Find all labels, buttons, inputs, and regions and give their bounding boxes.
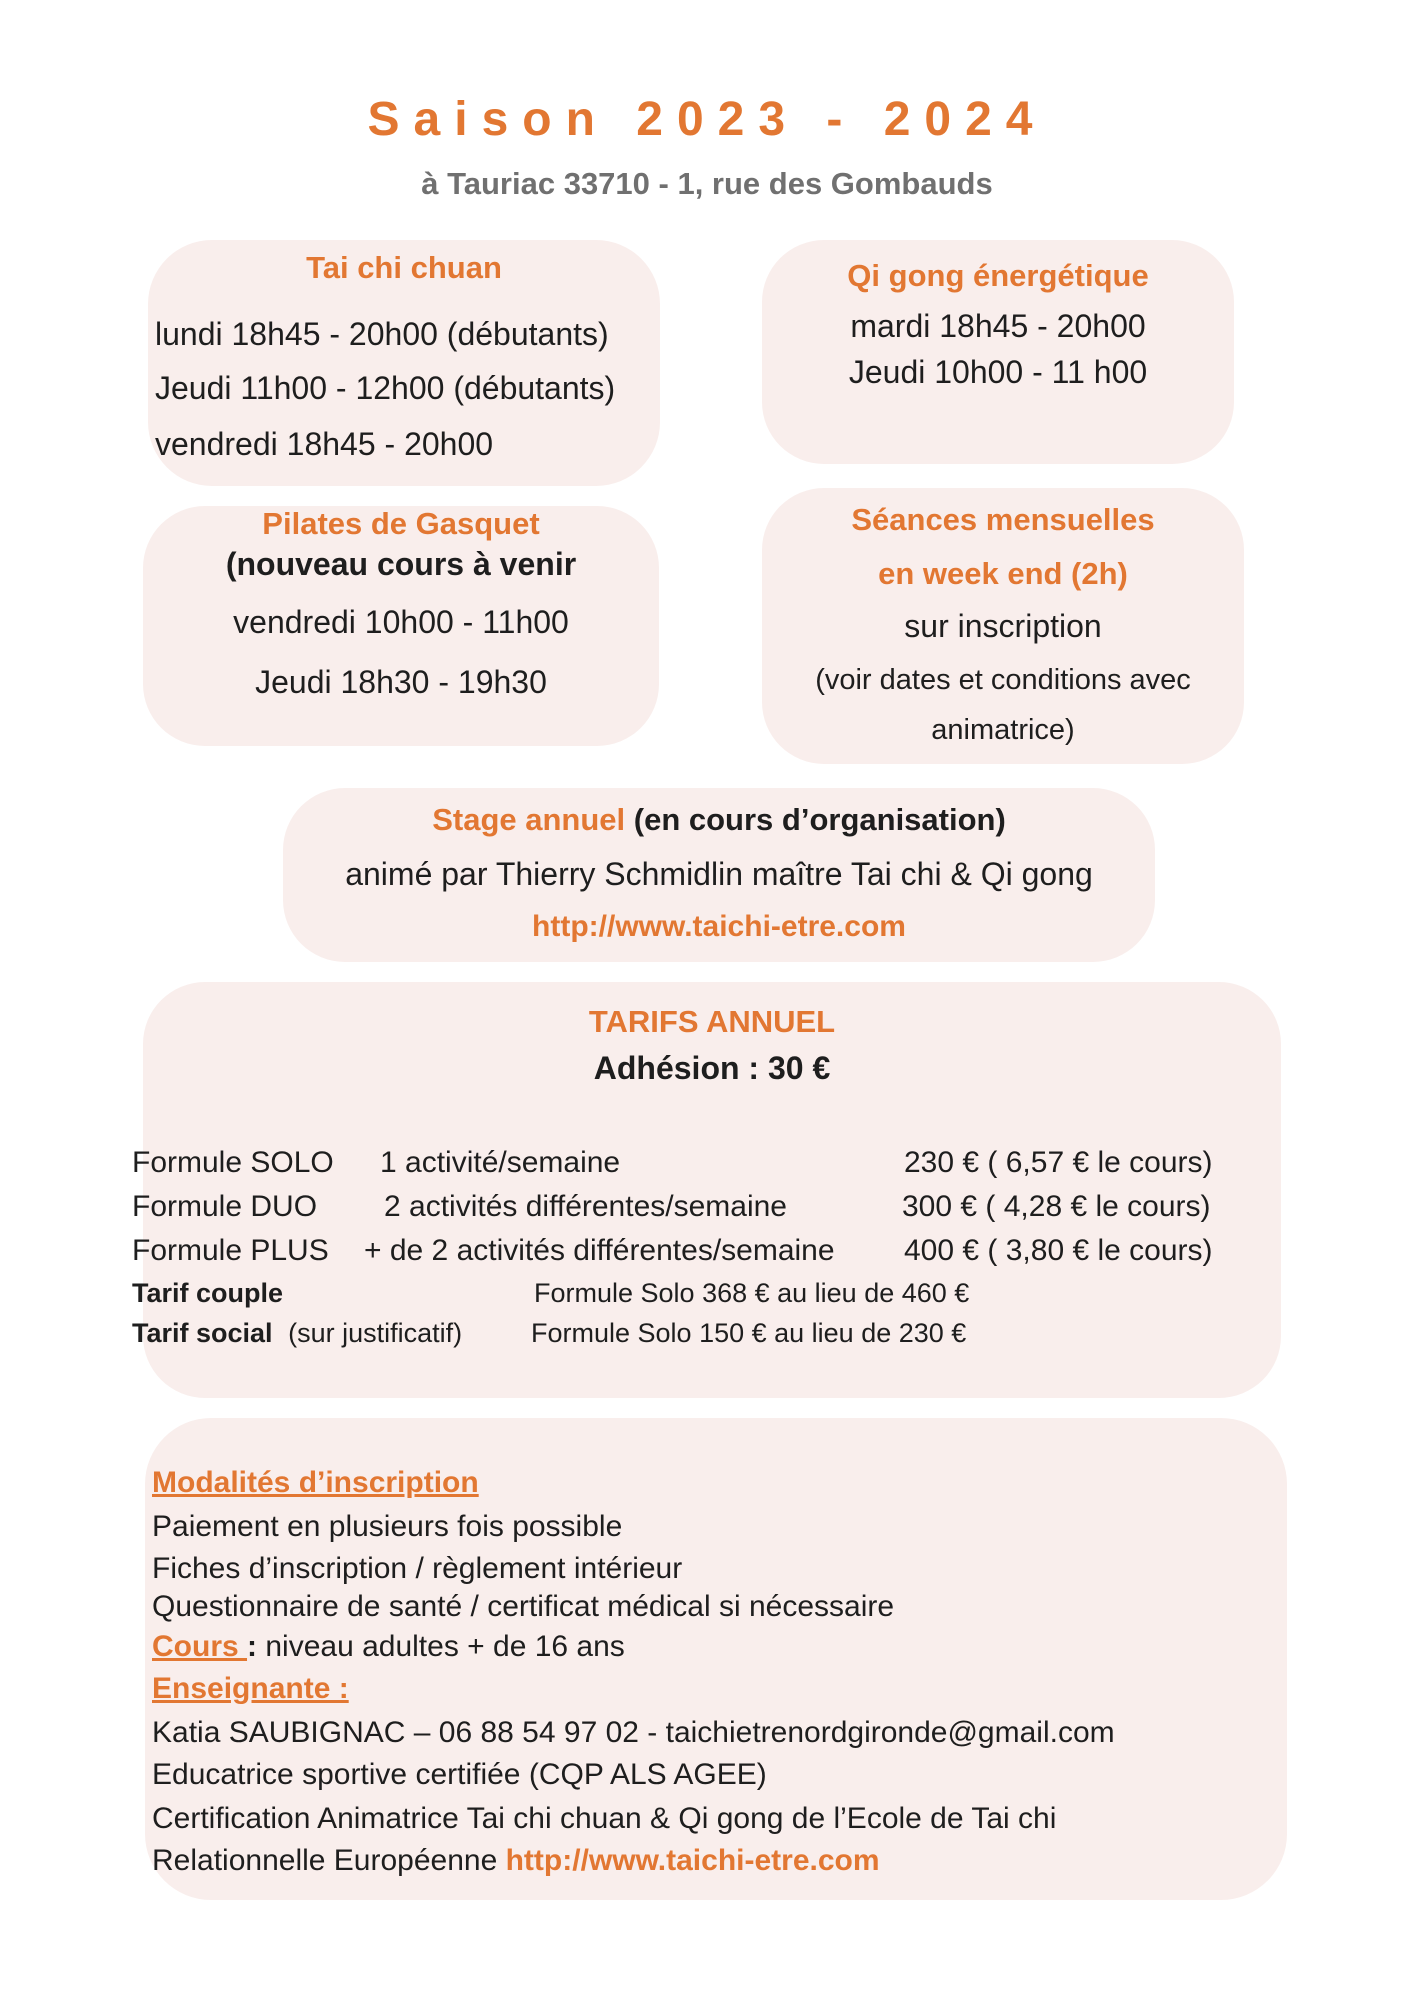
cours-colon: : [247, 1630, 258, 1663]
qigong-title: Qi gong énergétique [847, 258, 1149, 293]
stage-title: Stage annuel [432, 802, 626, 837]
teacher-cert-3: Relationnelle Européenne [152, 1844, 506, 1877]
modalites-line-3: Questionnaire de santé / certificat médical si nécessaire [152, 1590, 895, 1623]
tarifs-title: TARIFS ANNUEL [588, 1004, 836, 1039]
page-title: Saison 2023 - 2024 [367, 93, 1047, 146]
tarif-couple-value: Formule Solo 368 € au lieu de 460 € [534, 1278, 970, 1308]
teacher-cert-2: Certification Animatrice Tai chi chuan & Qi gong de l’Ecole de Tai chi [152, 1802, 1057, 1835]
taichi-schedule-1: lundi 18h45 - 20h00 (débutants) [155, 316, 609, 352]
teacher-contact: Katia SAUBIGNAC – 06 88 54 97 02 - taichietrenordgironde@gmail.com [152, 1716, 1115, 1749]
page-subtitle-address: à Tauriac 33710 - 1, rue des Gombauds [421, 166, 993, 201]
tarif-row-duo-desc: 2 activités différentes/semaine [384, 1190, 787, 1223]
tarif-couple-label: Tarif couple [132, 1278, 284, 1308]
modalites-line-2: Fiches d’inscription / règlement intérieur [152, 1552, 683, 1585]
pilates-subtitle: (nouveau cours à venir [225, 546, 577, 582]
taichi-title: Tai chi chuan [306, 250, 502, 285]
stage-link[interactable]: http://www.taichi-etre.com [532, 910, 906, 943]
seances-note-1: (voir dates et conditions avec [815, 664, 1191, 696]
tarif-row-duo-name: Formule DUO [132, 1190, 318, 1223]
teacher-link[interactable]: http://www.taichi-etre.com [505, 1844, 880, 1877]
tarif-social-value: Formule Solo 150 € au lieu de 230 € [531, 1318, 967, 1348]
pilates-schedule-2: Jeudi 18h30 - 19h30 [255, 664, 547, 700]
stage-title-line [283, 802, 1155, 838]
qigong-schedule-1: mardi 18h45 - 20h00 [850, 308, 1146, 344]
cours-value: niveau adultes + de 16 ans [257, 1630, 625, 1663]
tarif-row-plus-price: 400 € ( 3,80 € le cours) [904, 1234, 1213, 1267]
tarif-social-line [132, 1318, 462, 1349]
tarif-row-plus-name: Formule PLUS [132, 1234, 329, 1267]
stage-title-suffix: (en cours d’organisation) [633, 802, 1006, 837]
enseignante-label: Enseignante : [152, 1672, 349, 1705]
pilates-title: Pilates de Gasquet [262, 506, 540, 541]
teacher-cert-1: Educatrice sportive certifiée (CQP ALS AGEE) [152, 1758, 767, 1791]
tarif-row-solo-desc: 1 activité/semaine [380, 1146, 621, 1179]
modalites-line-1: Paiement en plusieurs fois possible [152, 1510, 623, 1543]
tarif-social-label: Tarif social [132, 1318, 273, 1348]
tarif-row-solo-price: 230 € ( 6,57 € le cours) [904, 1146, 1213, 1179]
teacher-cert-3-line [152, 1844, 880, 1878]
qigong-schedule-2: Jeudi 10h00 - 11 h00 [848, 354, 1148, 390]
seances-title-1: Séances mensuelles [851, 502, 1155, 537]
stage-teacher: animé par Thierry Schmidlin maître Tai chi & Qi gong [345, 856, 1093, 892]
taichi-schedule-3: vendredi 18h45 - 20h00 [155, 426, 494, 462]
pilates-schedule-1: vendredi 10h00 - 11h00 [233, 604, 569, 640]
cours-line [152, 1630, 625, 1664]
tarif-row-plus-desc: + de 2 activités différentes/semaine [364, 1234, 835, 1267]
tarif-row-solo-name: Formule SOLO [132, 1146, 334, 1179]
seances-note-2: animatrice) [931, 714, 1075, 746]
tarifs-adhesion: Adhésion : 30 € [593, 1050, 831, 1086]
taichi-schedule-2: Jeudi 11h00 - 12h00 (débutants) [155, 370, 616, 406]
cours-label: Cours [152, 1630, 248, 1663]
tarif-row-duo-price: 300 € ( 4,28 € le cours) [902, 1190, 1211, 1223]
tarif-social-note: (sur justificatif) [288, 1318, 463, 1348]
seances-inscription: sur inscription [904, 608, 1102, 644]
modalites-heading: Modalités d’inscription [152, 1466, 479, 1499]
seances-title-2: en week end (2h) [878, 556, 1128, 591]
